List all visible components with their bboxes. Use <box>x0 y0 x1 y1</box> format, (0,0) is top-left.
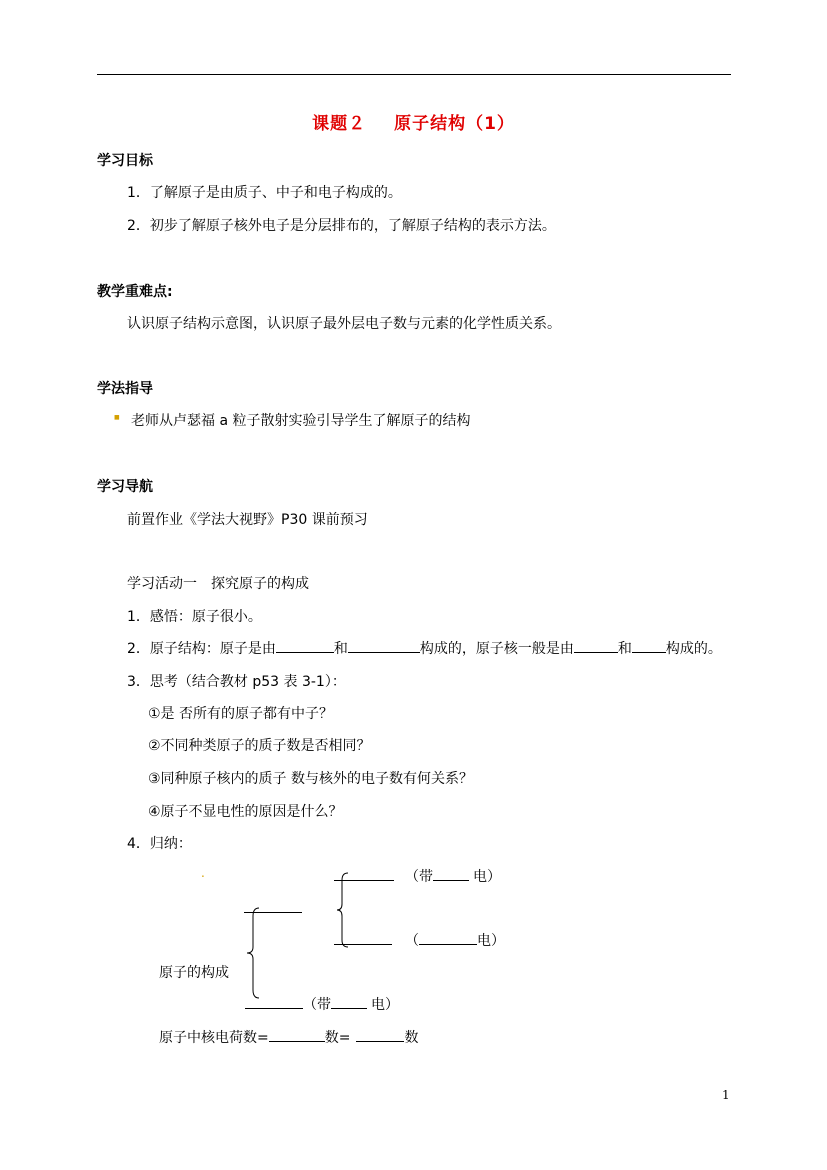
charge-top <box>405 866 501 886</box>
outer-brace-icon <box>245 907 261 999</box>
charge-bottom-prefix: （带 <box>303 997 331 1013</box>
blank-field[interactable] <box>245 994 303 1009</box>
charge-bottom <box>245 994 399 1014</box>
item-2-part-b: 和 <box>333 641 348 657</box>
item-2-part-c: 构成的，原子核一般是由 <box>419 641 574 657</box>
item-4: 4．归纳： <box>127 836 192 852</box>
blank-line[interactable] <box>334 944 392 945</box>
formula-line <box>159 1027 418 1047</box>
page-number: 1 <box>722 1088 730 1102</box>
diagram-marker: . <box>201 866 205 880</box>
blank-field[interactable] <box>632 638 666 653</box>
method-text: 老师从卢瑟福 a 粒子散射实验引导学生了解原子的结构 <box>131 413 471 429</box>
formula-part-c: 数 <box>404 1030 419 1046</box>
header-rule <box>97 74 731 75</box>
charge-bottom-suffix: 电） <box>371 997 399 1013</box>
method-heading: 学法指导 <box>97 381 153 397</box>
blank-field[interactable] <box>419 930 477 945</box>
activity-title: 学习活动一 探究原子的构成 <box>127 576 309 592</box>
page-title <box>0 109 827 134</box>
blank-field[interactable] <box>331 994 367 1009</box>
blank-field[interactable] <box>356 1027 404 1042</box>
question-3: ③同种原子核内的质子 数与核外的电子数有何关系？ <box>148 771 473 787</box>
guide-heading: 学习导航 <box>97 479 153 495</box>
blank-field[interactable] <box>348 638 420 653</box>
inner-brace-icon <box>336 872 350 948</box>
goals-heading: 学习目标 <box>97 153 153 169</box>
key-points-text: 认识原子结构示意图，认识原子最外层电子数与元素的化学性质关系。 <box>127 316 561 332</box>
blank-field[interactable] <box>269 1027 325 1042</box>
goal-item-2: 2．初步了解原子核外电子是分层排布的，了解原子结构的表示方法。 <box>127 218 556 234</box>
item-1: 1．感悟：原子很小。 <box>127 609 262 625</box>
item-2-part-e: 构成的。 <box>665 641 722 657</box>
blank-field[interactable] <box>574 638 618 653</box>
charge-top-suffix: 电） <box>473 869 501 885</box>
charge-mid-prefix: （ <box>405 933 419 949</box>
goal-item-1: 1．了解原子是由质子、中子和电子构成的。 <box>127 185 402 201</box>
blank-field[interactable] <box>276 638 334 653</box>
formula-part-b: 数= <box>324 1030 351 1046</box>
item-2 <box>127 638 722 658</box>
lesson-number: 课题２ <box>312 114 367 134</box>
lesson-name: 原子结构（1） <box>394 114 515 134</box>
formula-part-a: 原子中核电荷数= <box>159 1030 269 1046</box>
question-1: ①是 否所有的原子都有中子？ <box>148 706 334 722</box>
question-4: ④原子不显电性的原因是什么？ <box>148 804 343 820</box>
charge-top-prefix: （带 <box>405 869 433 885</box>
question-2: ②不同种类原子的质子数是否相同？ <box>148 738 371 754</box>
charge-mid-suffix: 电） <box>477 933 505 949</box>
item-3: 3．思考（结合教材 p53 表 3-1）： <box>127 674 346 690</box>
blank-field[interactable] <box>433 866 469 881</box>
item-2-part-a: 2．原子结构：原子是由 <box>127 641 276 657</box>
diagram-root-label: 原子的构成 <box>159 965 229 981</box>
key-points-heading: 教学重难点: <box>97 284 173 300</box>
item-2-part-d: 和 <box>617 641 632 657</box>
bullet-icon: ■ <box>114 414 120 421</box>
charge-mid <box>405 930 505 950</box>
prework-text: 前置作业《学法大视野》P30 课前预习 <box>127 512 368 528</box>
